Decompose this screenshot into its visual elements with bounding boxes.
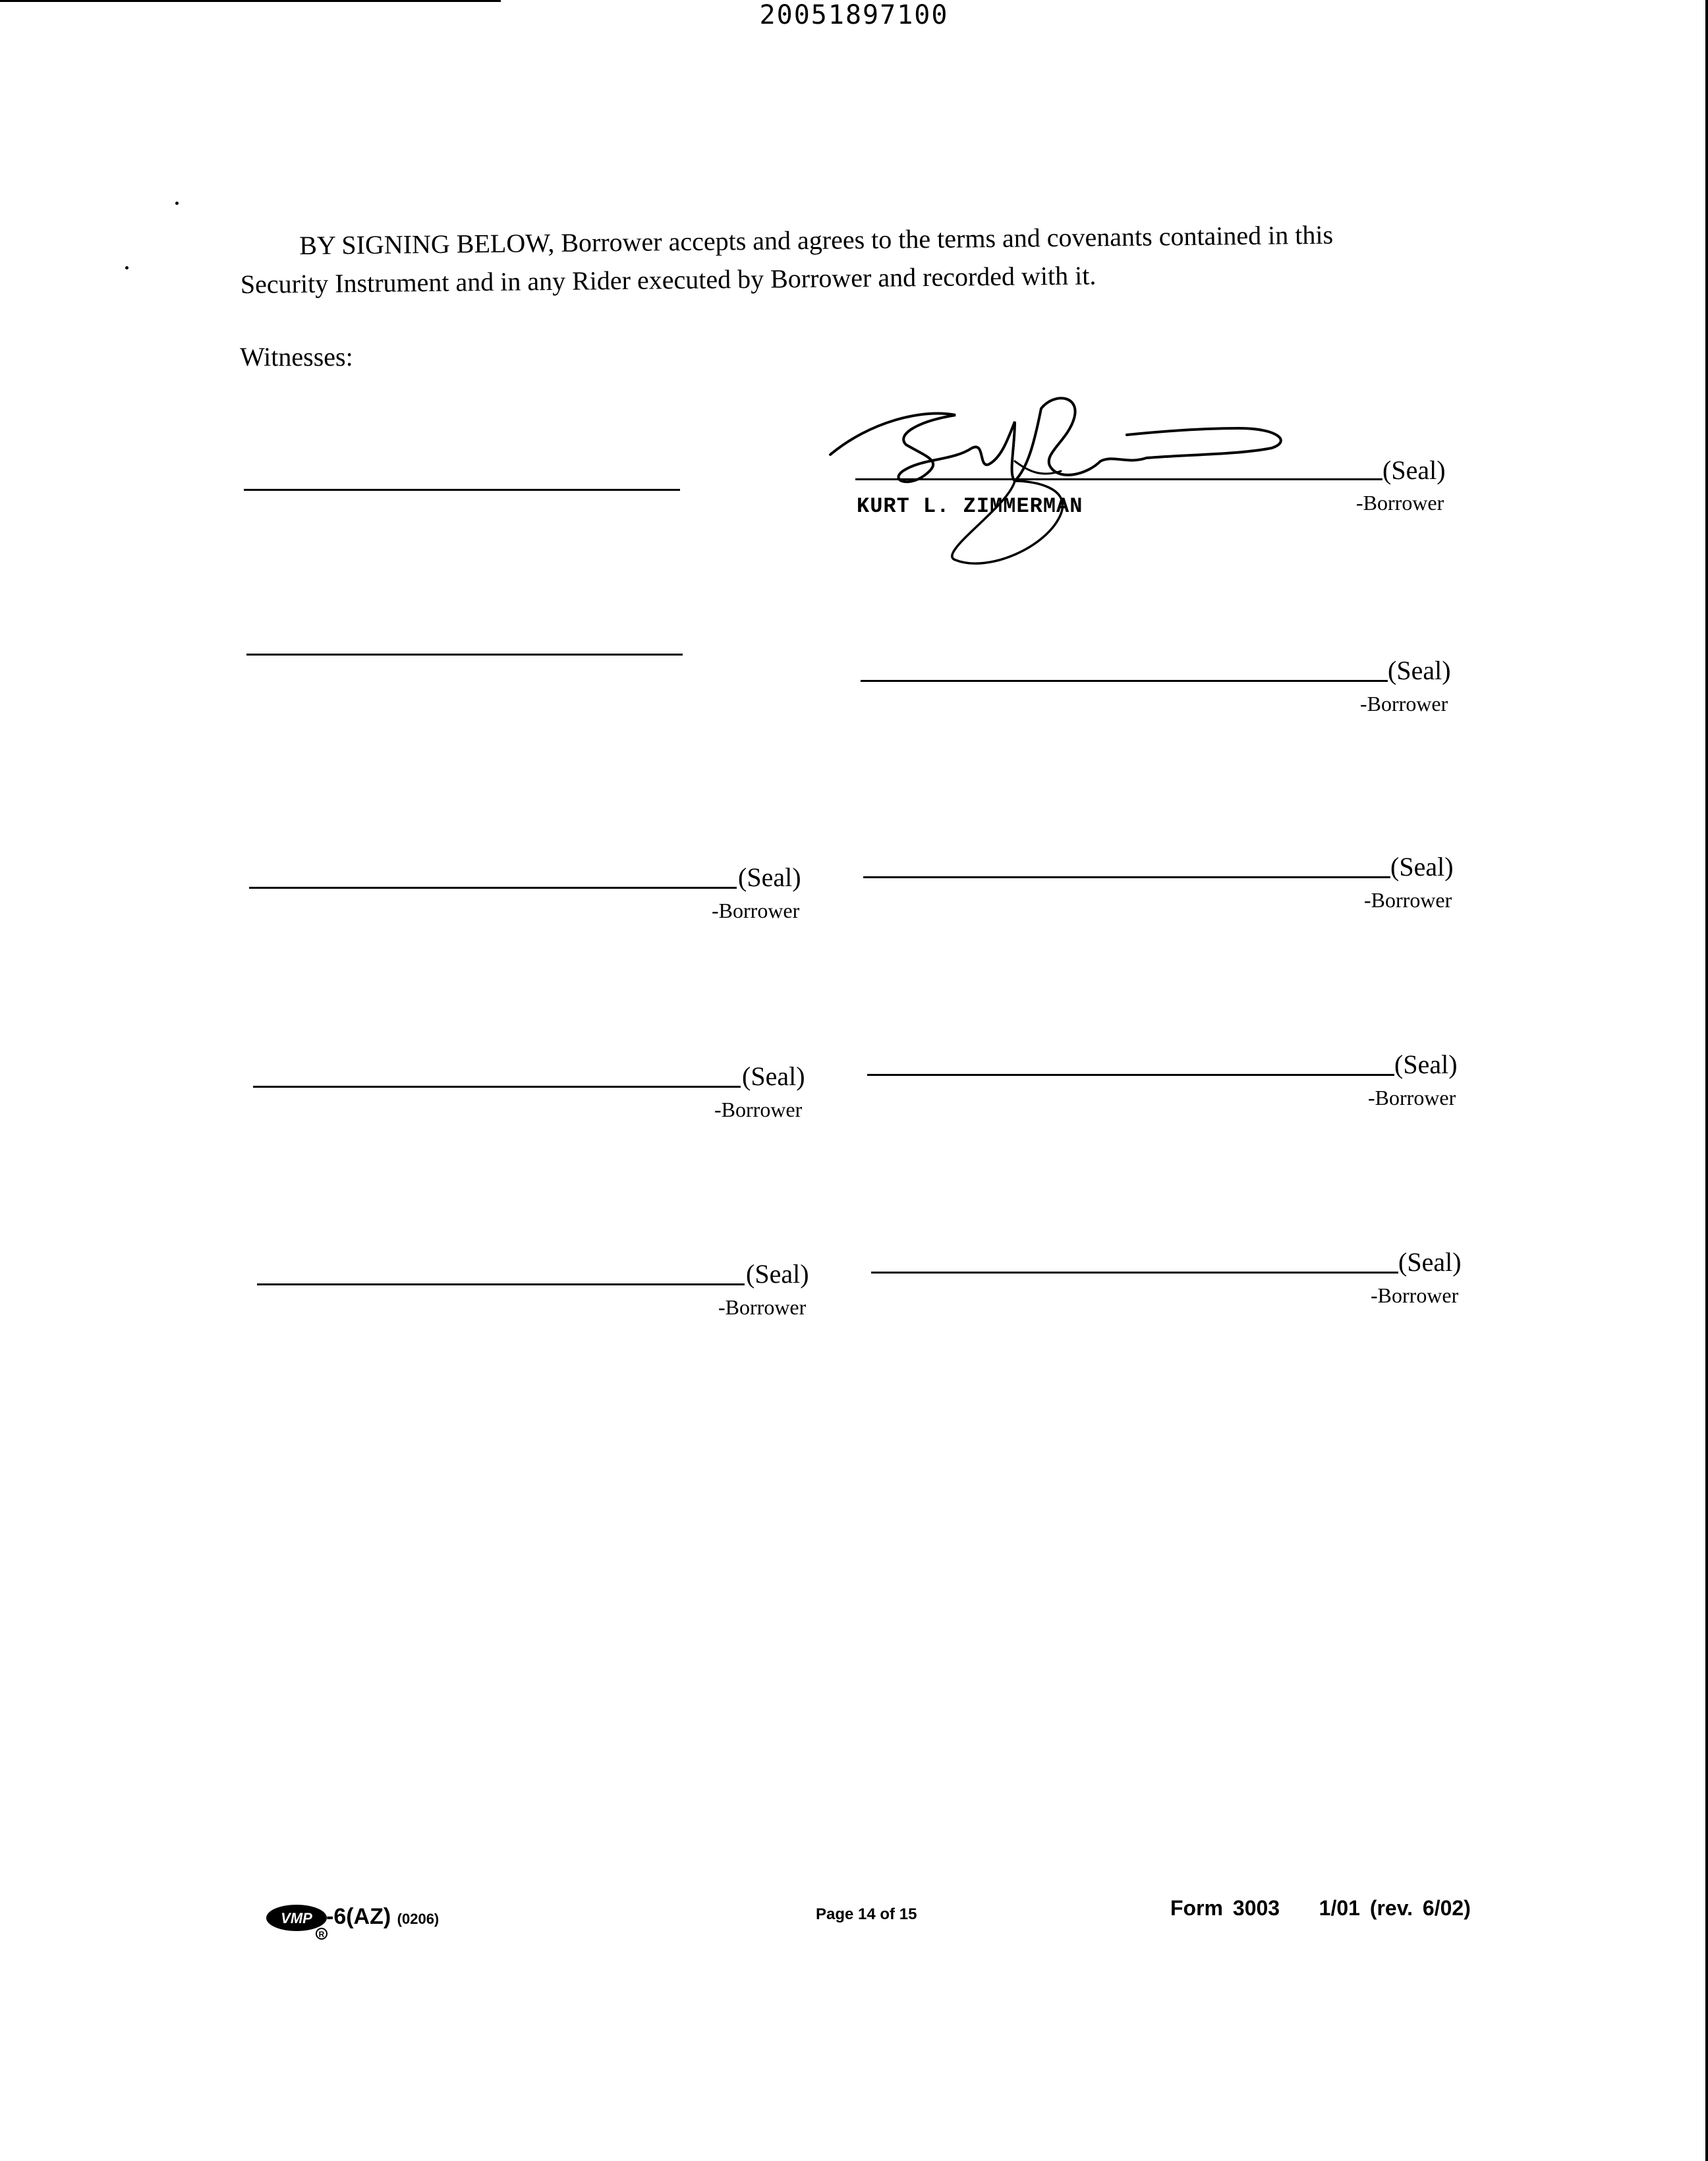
- borrower-label: -Borrower: [1368, 1086, 1456, 1109]
- form-date: 1/01 (rev. 6/02): [1319, 1896, 1471, 1920]
- form-version: (0206): [397, 1911, 440, 1927]
- seal-label: (Seal): [1394, 1050, 1458, 1079]
- borrower-signature-line: [861, 680, 1388, 682]
- borrower-signature-line: [257, 1283, 745, 1285]
- vmp-logo-text: VMP: [281, 1910, 312, 1926]
- seal-label: (Seal): [1390, 852, 1454, 882]
- scan-border: [1705, 0, 1708, 2161]
- borrower-handwritten-signature: [817, 382, 1318, 573]
- signer-typed-name: KURT L. ZIMMERMAN: [857, 494, 1083, 519]
- seal-label: (Seal): [746, 1259, 809, 1289]
- seal-label: (Seal): [1382, 455, 1446, 485]
- page-number: Page 14 of 15: [816, 1905, 917, 1923]
- scan-speck: [175, 202, 179, 205]
- borrower-label: -Borrower: [1371, 1283, 1459, 1307]
- borrower-signature-line: [253, 1086, 741, 1088]
- document-number: 20051897100: [759, 0, 949, 30]
- form-code-label: -6(AZ): [326, 1904, 391, 1929]
- borrower-label: -Borrower: [718, 1295, 807, 1319]
- statement-line-2: Security Instrument and in any Rider executed by Borrower and recorded with it.: [240, 260, 1096, 299]
- seal-label: (Seal): [738, 862, 801, 892]
- borrower-label: -Borrower: [712, 899, 800, 922]
- borrower-label: -Borrower: [1356, 491, 1444, 515]
- form-code: [326, 1904, 439, 1930]
- witnesses-label: Witnesses:: [240, 342, 353, 372]
- borrower-signature-line: [863, 876, 1390, 878]
- borrower-label: -Borrower: [714, 1098, 803, 1121]
- borrower-signature-line: [867, 1074, 1394, 1076]
- borrower-label: -Borrower: [1364, 888, 1452, 912]
- form-number-label: Form 3003: [1170, 1896, 1280, 1920]
- svg-text:R: R: [318, 1930, 325, 1939]
- scan-speck: [125, 266, 128, 269]
- seal-label: (Seal): [1398, 1247, 1462, 1277]
- statement-line-1: BY SIGNING BELOW, Borrower accepts and agrees to the terms and covenants contained in this: [299, 219, 1334, 261]
- signing-statement: [240, 215, 1446, 304]
- borrower-signature-line: [871, 1272, 1398, 1274]
- witness-signature-line: [244, 489, 680, 491]
- seal-label: (Seal): [1388, 656, 1451, 685]
- borrower-label: -Borrower: [1360, 692, 1448, 716]
- borrower-signature-line: [249, 887, 737, 889]
- seal-label: (Seal): [742, 1061, 805, 1091]
- witness-signature-line: [246, 654, 683, 656]
- form-number: [1170, 1896, 1471, 1921]
